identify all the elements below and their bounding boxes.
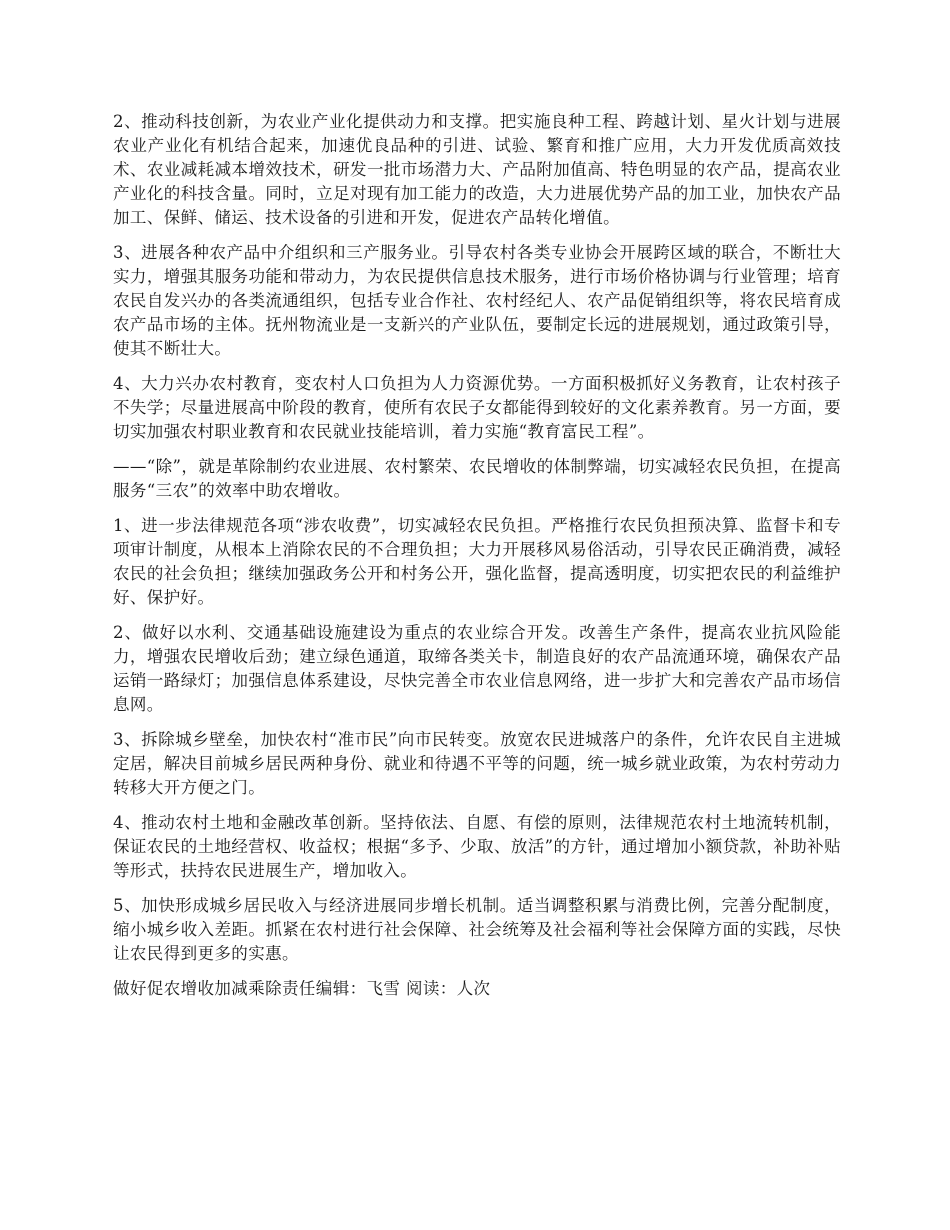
paragraph-land-finance-reform: 4、推动农村土地和金融改革创新。坚持依法、自愿、有偿的原则，法律规范农村土地流转机制，保证农民的土地经营权、收益权；根据“多予、少取、放活”的方针，通过增加小额贷款，补助补贴等形式，扶持农民进展生产，增加收入。 xyxy=(113,813,841,880)
document-body xyxy=(113,110,841,1012)
paragraph-tech-innovation: 2、推动科技创新，为农业产业化提供动力和支撑。把实施良种工程、跨越计划、星火计划与进展农业产业化有机结合起来，加速优良品种的引进、试验、繁育和推广应用，大力开发优质高效技术、农业减耗减本增效技术，研发一批市场潜力大、产品附加值高、特色明显的农产品，提高农业产业化的科技含量。同时，立足对现有加工能力的改造，大力进展优势产品的加工业，加快农产品加工、保鲜、储运、技术设备的引进和开发，促进农产品转化增值。 xyxy=(113,112,841,227)
paragraph-income-growth: 5、加快形成城乡居民收入与经济进展同步增长机制。适当调整积累与消费比例，完善分配制度，缩小城乡收入差距。抓紧在农村进行社会保障、社会统筹及社会福利等社会保障方面的实践，尽快让农民得到更多的实惠。 xyxy=(113,896,841,963)
paragraph-intermediary-organizations: 3、进展各种农产品中介组织和三产服务业。引导农村各类专业协会开展跨区域的联合，不断壮大实力，增强其服务功能和带动力，为农民提供信息技术服务，进行市场价格协调与行业管理；培育农民自发兴办的各类流通组织，包括专业合作社、农村经纪人、农产品促销组织等，将农民培育成农产品市场的主体。抚州物流业是一支新兴的产业队伍，要制定长远的进展规划，通过政策引导，使其不断壮大。 xyxy=(113,243,841,358)
editor-footer: 做好促农增收加减乘除责任编辑：飞雪 阅读：人次 xyxy=(113,979,491,998)
paragraph-infrastructure: 2、做好以水利、交通基础设施建设为重点的农业综合开发。改善生产条件，提高农业抗风险能力，增强农民增收后劲；建立绿色通道，取缔各类关卡，制造良好的农产品流通环境，确保农产品运销一路绿灯；加强信息体系建设，尽快完善全市农业信息网络，进一步扩大和完善农产品市场信息网。 xyxy=(113,623,841,714)
paragraph-urban-rural-barriers: 3、拆除城乡壁垒，加快农村“准市民”向市民转变。放宽农民进城落户的条件，允许农民自主进城定居，解决目前城乡居民两种身份、就业和待遇不平等的问题，统一城乡就业政策，为农村劳动力转移大开方便之门。 xyxy=(113,730,841,797)
paragraph-fee-regulation: 1、进一步法律规范各项“涉农收费”，切实减轻农民负担。严格推行农民负担预决算、监督卡和专项审计制度，从根本上消除农民的不合理负担；大力开展移风易俗活动，引导农民正确消费，减轻农民的社会负担；继续加强政务公开和村务公开，强化监督，提高透明度，切实把农民的利益维护好、保护好。 xyxy=(113,516,841,607)
paragraph-rural-education: 4、大力兴办农村教育，变农村人口负担为人力资源优势。一方面积极抓好义务教育，让农村孩子不失学；尽量进展高中阶段的教育，使所有农民子女都能得到较好的文化素养教育。另一方面，要切实加强农村职业教育和农民就业技能培训，着力实施“教育富民工程”。 xyxy=(113,374,841,441)
paragraph-chu-intro: ——“除”，就是革除制约农业进展、农村繁荣、农民增收的体制弊端，切实减轻农民负担，在提高服务“三农”的效率中助农增收。 xyxy=(113,457,841,500)
